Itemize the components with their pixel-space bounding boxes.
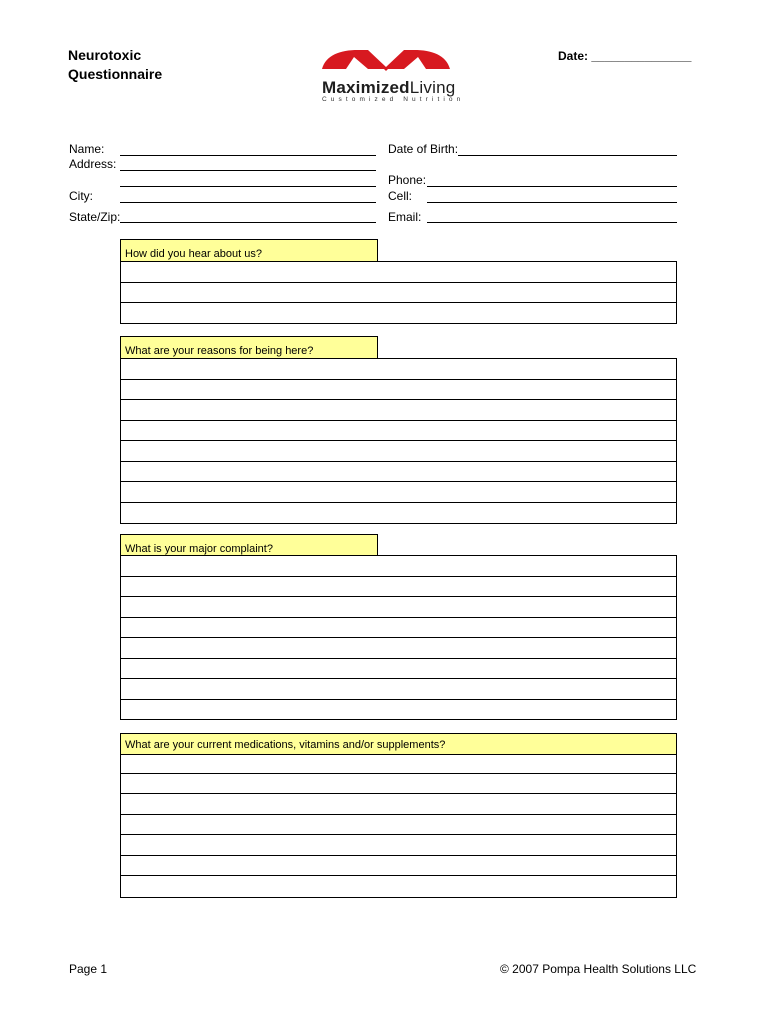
- answer-row[interactable]: [121, 659, 676, 680]
- answer-row[interactable]: [121, 597, 676, 618]
- answer-row[interactable]: [121, 835, 676, 856]
- answer-row[interactable]: [121, 618, 676, 639]
- answer-row[interactable]: [121, 359, 676, 380]
- address-label: Address:: [69, 157, 117, 171]
- email-input-line[interactable]: [427, 222, 677, 223]
- phone-input-line[interactable]: [427, 186, 677, 187]
- city-label: City:: [69, 189, 93, 203]
- state-zip-label: State/Zip:: [69, 210, 121, 224]
- question-reasons-for-visit: What are your reasons for being here?: [120, 336, 378, 358]
- city-input-line[interactable]: [120, 202, 376, 203]
- logo-swoosh: [322, 50, 450, 71]
- document-title: [68, 46, 162, 84]
- answer-row[interactable]: [121, 441, 676, 462]
- logo-brand-name: [322, 78, 455, 98]
- title-line-2: Questionnaire: [68, 66, 163, 82]
- answer-row[interactable]: [121, 283, 676, 304]
- answer-row[interactable]: [121, 700, 676, 721]
- logo-tagline: Customized Nutrition: [322, 96, 465, 103]
- name-label: Name:: [69, 142, 105, 156]
- answer-row[interactable]: [121, 421, 676, 442]
- page-number: Page 1: [69, 962, 108, 976]
- answer-row[interactable]: [121, 380, 676, 401]
- answer-row[interactable]: [121, 876, 676, 897]
- brand-bold: Maximized: [322, 78, 410, 97]
- answer-row[interactable]: [121, 774, 676, 795]
- answer-box-heard-about-us[interactable]: [120, 261, 677, 324]
- answer-row[interactable]: [121, 856, 676, 877]
- question-medications: What are your current medications, vitamins and/or supplements?: [120, 733, 677, 755]
- answer-row[interactable]: [121, 577, 676, 598]
- cell-input-line[interactable]: [427, 202, 677, 203]
- address-input-line-1[interactable]: [120, 170, 376, 171]
- answer-box-medications[interactable]: [120, 753, 677, 898]
- cell-label: Cell:: [388, 189, 413, 203]
- answer-row[interactable]: [121, 556, 676, 577]
- brand-light: Living: [409, 78, 456, 97]
- answer-row[interactable]: [121, 400, 676, 421]
- answer-row[interactable]: [121, 482, 676, 503]
- dob-label: Date of Birth:: [388, 142, 459, 156]
- answer-row[interactable]: [121, 794, 676, 815]
- phone-label: Phone:: [388, 173, 427, 187]
- email-label: Email:: [388, 210, 422, 224]
- answer-row[interactable]: [121, 815, 676, 836]
- answer-row[interactable]: [121, 679, 676, 700]
- copyright-notice: © 2007 Pompa Health Solutions LLC: [500, 962, 697, 976]
- title-line-1: Neurotoxic: [68, 47, 142, 63]
- answer-row[interactable]: [121, 638, 676, 659]
- answer-box-major-complaint[interactable]: [120, 555, 677, 720]
- question-major-complaint: What is your major complaint?: [120, 534, 378, 556]
- answer-row[interactable]: [121, 503, 676, 524]
- answer-row[interactable]: [121, 303, 676, 324]
- dob-input-line[interactable]: [458, 155, 677, 156]
- address-input-line-2[interactable]: [120, 186, 376, 187]
- date-field[interactable]: Date: _______________: [558, 49, 692, 63]
- question-heard-about-us: How did you hear about us?: [120, 239, 378, 261]
- answer-row[interactable]: [121, 753, 676, 774]
- answer-row[interactable]: [121, 462, 676, 483]
- answer-box-reasons-for-visit[interactable]: [120, 358, 677, 524]
- answer-row[interactable]: [121, 262, 676, 283]
- name-input-line[interactable]: [120, 155, 376, 156]
- state-zip-input-line[interactable]: [120, 222, 376, 223]
